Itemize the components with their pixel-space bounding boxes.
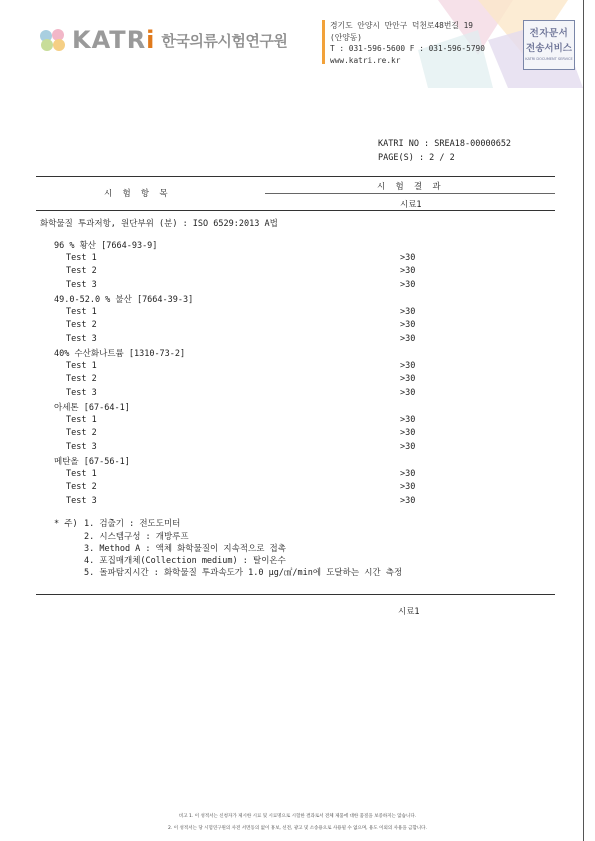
katri-flower-icon	[38, 28, 68, 52]
footer-note-1: 비고 1. 이 성적서는 신청자가 제시한 시료 및 시료명으로 시험한 결과로서 전체 제품에 대한 품질을 보증하지는 않습니다.	[178, 814, 417, 819]
note-item: 4. 포집매개체(Collection medium) : 탈이온수	[84, 556, 286, 566]
group-name: 메탄올 [67-56-1]	[54, 457, 130, 467]
page-indicator: PAGE(S) : 2 / 2	[378, 153, 455, 163]
test-label: Test 2	[66, 266, 97, 276]
table-bottom-rule	[36, 594, 555, 595]
test-label: Test 2	[66, 374, 97, 384]
footer-note-2: 2. 이 성적서는 당 시험연구원의 사전 서면동의 없이 홍보, 선전, 광고 및 소송용으로 사용될 수 없으며, 용도 이외의 사용을 금합니다.	[168, 826, 427, 831]
test-value: >30	[400, 442, 416, 452]
test-label: Test 1	[66, 253, 97, 263]
phone-fax-line: T : 031-596-5600 F : 031-596-5790	[330, 44, 485, 53]
test-label: Test 3	[66, 496, 97, 506]
test-value: >30	[400, 266, 416, 276]
test-value: >30	[400, 496, 416, 506]
test-value: >30	[400, 334, 416, 344]
stamp-line-1: 전자문서	[529, 28, 569, 39]
test-label: Test 2	[66, 482, 97, 492]
test-label: Test 1	[66, 361, 97, 371]
test-value: >30	[400, 361, 416, 371]
notes-prefix: * 주)	[54, 519, 78, 529]
stamp-line-2: 전송서비스	[526, 43, 572, 54]
test-value: >30	[400, 253, 416, 263]
address-line: (안양동)	[330, 32, 362, 42]
test-label: Test 3	[66, 388, 97, 398]
test-value: >30	[400, 320, 416, 330]
group-name: 40% 수산화나트륨 [1310-73-2]	[54, 349, 186, 359]
test-label: Test 3	[66, 280, 97, 290]
bottom-sample-label: 시료1	[398, 607, 420, 617]
logo-wordmark: KATRi	[72, 26, 156, 54]
test-value: >30	[400, 374, 416, 384]
group-name: 아세톤 [67-64-1]	[54, 403, 130, 413]
note-item: 2. 시스템구성 : 개방루프	[84, 532, 189, 542]
test-value: >30	[400, 415, 416, 425]
note-item: 5. 돌파탐지시간 : 화학물질 투과속도가 1.0 μg/㎠/min에 도달하는 시간 측정	[84, 568, 403, 578]
test-value: >30	[400, 280, 416, 290]
group-name: 49.0-52.0 % 불산 [7664-39-3]	[54, 295, 194, 305]
test-label: Test 1	[66, 415, 97, 425]
result-header: 시 험 결 과	[377, 182, 441, 192]
page-right-border	[583, 0, 584, 841]
logo-korean-name: 한국의류시험연구원	[161, 31, 288, 50]
result-sub-rule	[265, 193, 555, 194]
report-number: KATRI NO : SREA18-00000652	[378, 139, 512, 149]
method-title: 화학물질 투과저항, 원단부위 (분) : ISO 6529:2013 A법	[40, 219, 278, 229]
test-label: Test 1	[66, 307, 97, 317]
test-label: Test 1	[66, 469, 97, 479]
test-value: >30	[400, 428, 416, 438]
stamp-line-3: KATRI DOCUMENT SERVICE	[525, 57, 573, 61]
test-item-header: 시 험 항 목	[104, 189, 168, 199]
test-label: Test 2	[66, 320, 97, 330]
group-name: 96 % 황산 [7664-93-9]	[54, 241, 158, 251]
test-label: Test 2	[66, 428, 97, 438]
table-top-rule	[36, 176, 555, 177]
address-block	[330, 20, 485, 66]
test-label: Test 3	[66, 334, 97, 344]
test-value: >30	[400, 388, 416, 398]
katri-logo	[38, 26, 287, 54]
website-line: www.katri.re.kr	[330, 55, 401, 65]
note-item: 1. 검출기 : 전도도미터	[84, 519, 181, 529]
note-item: 3. Method A : 액체 화학물질이 지속적으로 접촉	[84, 544, 286, 554]
test-value: >30	[400, 482, 416, 492]
sample-column-header: 시료1	[400, 200, 422, 210]
test-label: Test 3	[66, 442, 97, 452]
address-line: 경기도 안양시 만안구 덕천로48번길 19	[330, 21, 473, 30]
test-value: >30	[400, 307, 416, 317]
address-accent-bar	[322, 20, 325, 64]
test-value: >30	[400, 469, 416, 479]
table-header-rule	[36, 210, 555, 211]
e-document-stamp	[523, 20, 575, 70]
